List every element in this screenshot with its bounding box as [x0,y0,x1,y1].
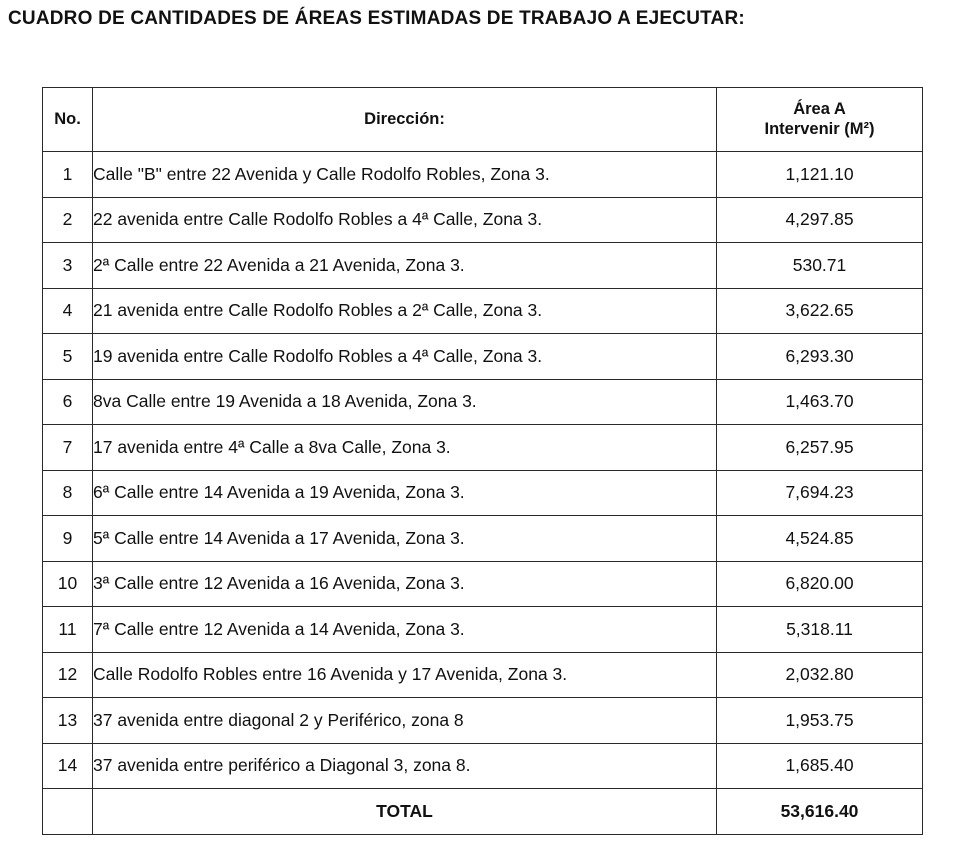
table-row [43,470,923,516]
row-area: 530.71 [717,243,923,289]
table-row [43,516,923,562]
document-title: CUADRO DE CANTIDADES DE ÁREAS ESTIMADAS DE TRABAJO A EJECUTAR: [8,8,745,29]
total-row [43,789,923,835]
row-area: 1,953.75 [717,698,923,744]
row-number: 13 [43,698,93,744]
row-area: 6,820.00 [717,561,923,607]
table-row [43,607,923,653]
table-header-row [43,88,923,152]
table-row [43,561,923,607]
header-area [717,88,923,152]
table-body [43,152,923,789]
row-area: 7,694.23 [717,470,923,516]
row-area: 6,257.95 [717,425,923,471]
header-area-line2: Intervenir (M²) [764,119,875,138]
row-direccion: Calle Rodolfo Robles entre 16 Avenida y 17 Avenida, Zona 3. [93,652,717,698]
row-number: 2 [43,197,93,243]
row-number: 8 [43,470,93,516]
row-direccion: 3ª Calle entre 12 Avenida a 16 Avenida, Zona 3. [93,561,717,607]
row-area: 2,032.80 [717,652,923,698]
areas-table [42,87,923,835]
row-number: 12 [43,652,93,698]
row-area: 1,463.70 [717,379,923,425]
row-area: 5,318.11 [717,607,923,653]
row-number: 3 [43,243,93,289]
row-area: 4,297.85 [717,197,923,243]
total-value: 53,616.40 [717,789,923,835]
header-direccion: Dirección: [93,88,717,152]
table-row [43,243,923,289]
row-direccion: 7ª Calle entre 12 Avenida a 14 Avenida, Zona 3. [93,607,717,653]
row-number: 7 [43,425,93,471]
row-number: 6 [43,379,93,425]
row-number: 1 [43,152,93,198]
row-direccion: 5ª Calle entre 14 Avenida a 17 Avenida, Zona 3. [93,516,717,562]
row-direccion: 21 avenida entre Calle Rodolfo Robles a 2ª Calle, Zona 3. [93,288,717,334]
row-direccion: Calle "B" entre 22 Avenida y Calle Rodolfo Robles, Zona 3. [93,152,717,198]
total-no-cell [43,789,93,835]
row-direccion: 22 avenida entre Calle Rodolfo Robles a 4ª Calle, Zona 3. [93,197,717,243]
header-area-line1: Área A [793,99,846,118]
table-row [43,288,923,334]
row-direccion: 8va Calle entre 19 Avenida a 18 Avenida, Zona 3. [93,379,717,425]
table-row [43,425,923,471]
row-area: 4,524.85 [717,516,923,562]
table-row [43,743,923,789]
row-area: 3,622.65 [717,288,923,334]
table-row [43,698,923,744]
row-area: 1,685.40 [717,743,923,789]
row-number: 5 [43,334,93,380]
table-row [43,197,923,243]
row-number: 10 [43,561,93,607]
row-direccion: 6ª Calle entre 14 Avenida a 19 Avenida, Zona 3. [93,470,717,516]
header-no: No. [43,88,93,152]
row-number: 11 [43,607,93,653]
row-direccion: 37 avenida entre diagonal 2 y Periférico, zona 8 [93,698,717,744]
row-direccion: 2ª Calle entre 22 Avenida a 21 Avenida, Zona 3. [93,243,717,289]
row-direccion: 37 avenida entre periférico a Diagonal 3, zona 8. [93,743,717,789]
row-area: 6,293.30 [717,334,923,380]
row-direccion: 19 avenida entre Calle Rodolfo Robles a 4ª Calle, Zona 3. [93,334,717,380]
table-row [43,379,923,425]
row-number: 9 [43,516,93,562]
row-direccion: 17 avenida entre 4ª Calle a 8va Calle, Zona 3. [93,425,717,471]
row-area: 1,121.10 [717,152,923,198]
table-row [43,152,923,198]
total-label: TOTAL [93,789,717,835]
table-row [43,652,923,698]
table-row [43,334,923,380]
row-number: 4 [43,288,93,334]
row-number: 14 [43,743,93,789]
